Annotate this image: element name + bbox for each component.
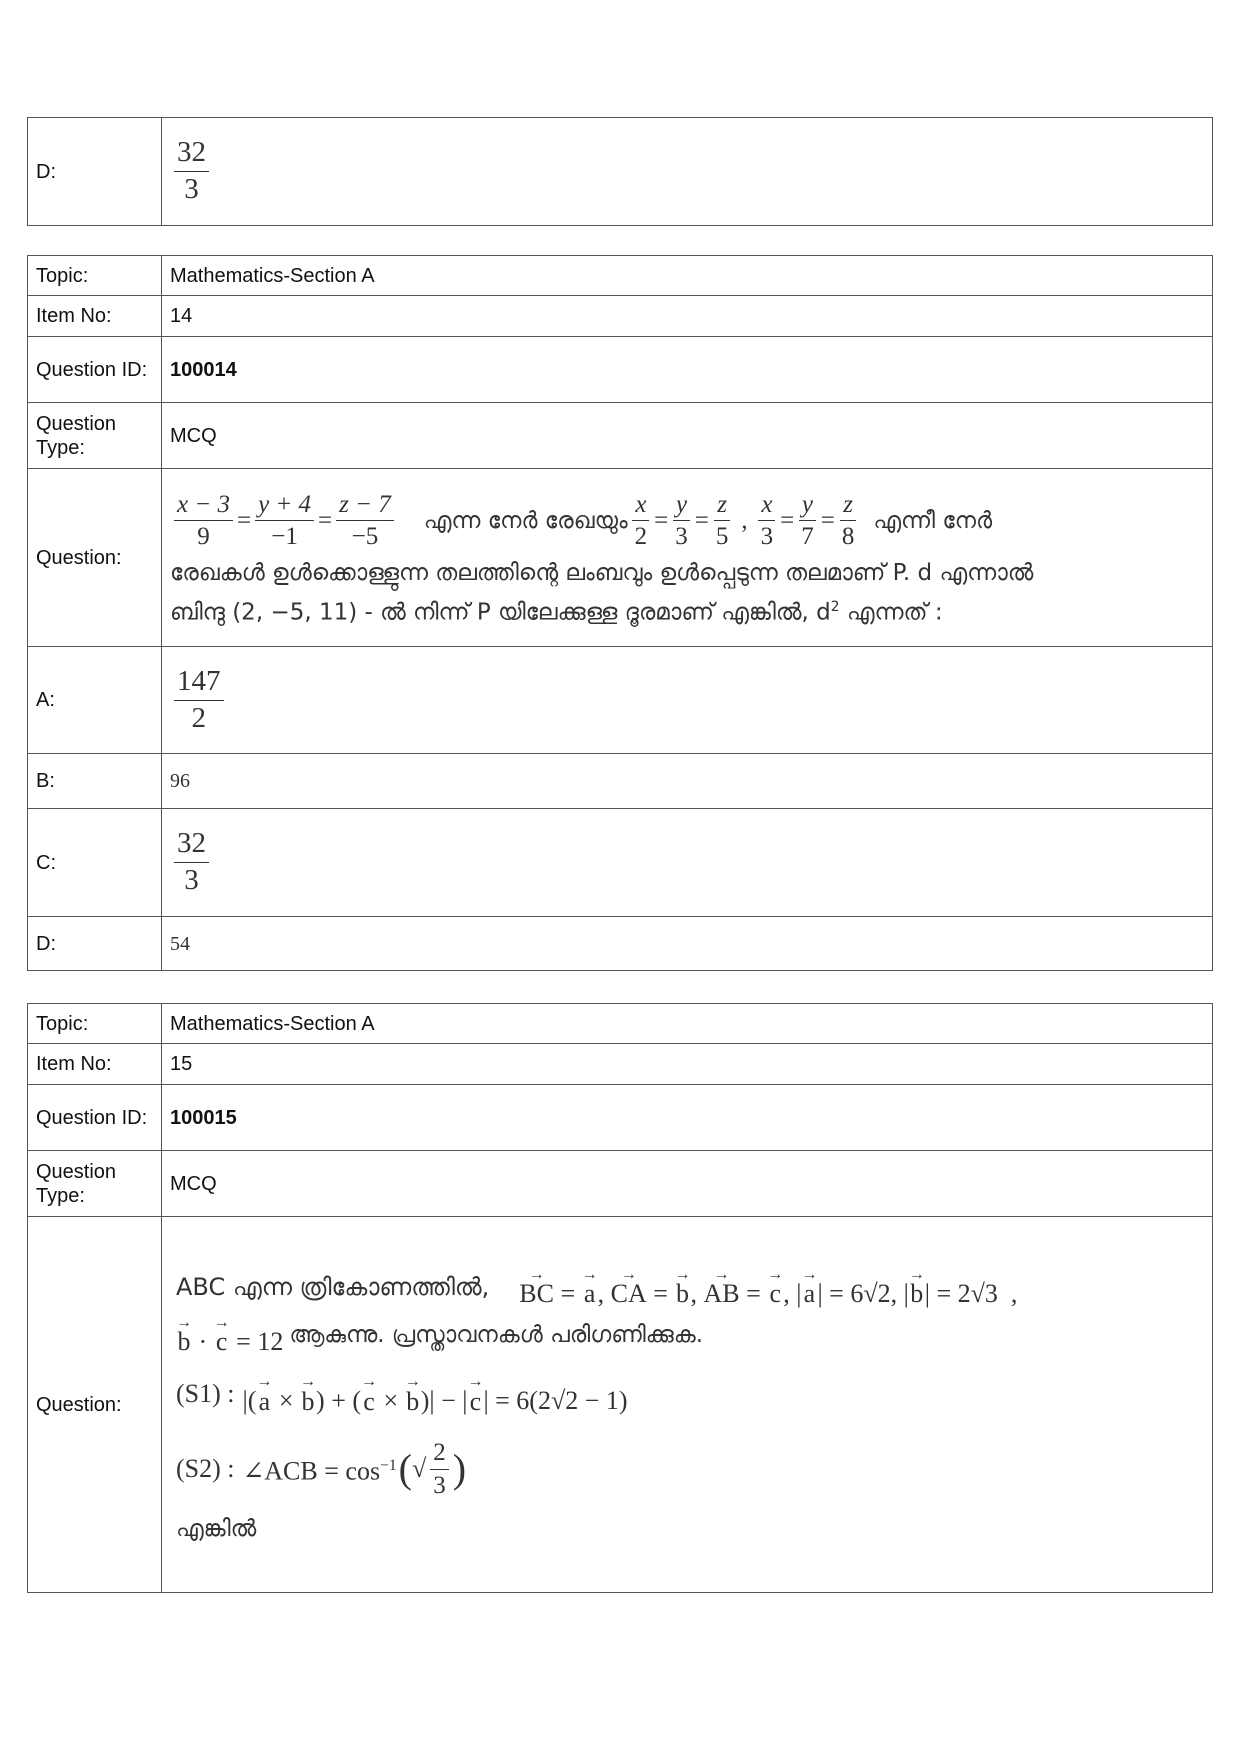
- topic-label: Topic:: [28, 1004, 162, 1044]
- question-type-label: Question Type:: [28, 403, 162, 469]
- fraction: $\frac{2}{3}$: [430, 1439, 449, 1499]
- statement-s2: (S2) : ∠ACB = $\cos^{-1}$ ( √ $\frac{2}{3}$ ): [176, 1439, 467, 1499]
- question-line-3: ബിന്ദു (2, −5, 11) - ൽ നിന്ന് P യിലേക്കുള്ള ദൂരമാണ് എങ്കിൽ, $d^2$ എന്നത് :: [170, 598, 943, 626]
- equation-fraction: $\frac{x}{2}$: [632, 491, 651, 551]
- statement-s1: (S1) : |( → a × → b ) + ( → c × → b )| − | → c | = 6(2√2 − 1): [176, 1373, 628, 1416]
- item-no-label: Item No:: [28, 1044, 162, 1085]
- question-id-label: Question ID:: [28, 337, 162, 403]
- option-d-value: [162, 118, 1213, 226]
- option-c-label: C:: [28, 809, 162, 917]
- question-id-value: 100014: [162, 337, 1213, 403]
- option-a-value: [162, 647, 1213, 754]
- question-text: എന്നീ നേർ: [873, 507, 993, 534]
- question-type-value: MCQ: [162, 403, 1213, 469]
- option-d-label: D:: [28, 917, 162, 971]
- equation-fraction: $\frac{z}{8}$: [841, 490, 855, 551]
- item-no-label: Item No:: [28, 296, 162, 337]
- item-no-value: 14: [162, 296, 1213, 337]
- question-id-label: Question ID:: [28, 1085, 162, 1151]
- option-b-value: 96: [162, 754, 1213, 809]
- question-id-value: 100015: [162, 1085, 1213, 1151]
- option-a-label: A:: [28, 647, 162, 754]
- fraction: $\frac{147}{2}$: [174, 666, 224, 735]
- topic-value: Mathematics-Section A: [162, 256, 1213, 296]
- equation-fraction: $\frac{y + 4}{-1}$: [255, 491, 314, 551]
- question-label: Question:: [28, 1217, 162, 1593]
- question-body: [162, 1217, 1213, 1593]
- fraction: $\frac{32}{3}$: [174, 828, 209, 897]
- topic-label: Topic:: [28, 256, 162, 296]
- equation-fraction: $\frac{x - 3}{9}$: [174, 491, 233, 551]
- question-text: ആകുന്നു. പ്രസ്താവനകൾ പരിഗണിക്കുക.: [289, 1321, 704, 1348]
- question-text: എന്ന നേർ രേഖയും: [423, 507, 628, 534]
- prev-question-table: [27, 117, 1213, 226]
- question-label: Question:: [28, 469, 162, 647]
- question-body: [162, 469, 1213, 647]
- equation-fraction: $\frac{z}{5}$: [715, 490, 729, 551]
- question-line-1: $\frac{x - 3}{9}$ = $\frac{y + 4}{-1}$ = $\frac{z - 7}{-5}$ എന്ന നേർ രേഖയും $\frac{x}{2}$ = $\frac{y}{3}$ = $\frac{z}{5}$ , $\frac{x}{3}$ = $\frac{y}{7}$ = $\frac{z}{8}$ എന്നീ നേർ: [170, 491, 1204, 551]
- s2-expression: ∠ACB = $\cos^{-1}$: [242, 1457, 397, 1486]
- question-14-table: [27, 255, 1213, 971]
- question-text: ABC എന്ന ത്രികോണത്തിൽ,: [176, 1272, 490, 1301]
- option-b-label: B:: [28, 754, 162, 809]
- question-line-2: രേഖകൾ ഉൾക്കൊള്ളുന്ന തലത്തിന്റെ ലംബവും ഉൾപ്പെടുന്ന തലമാണ് P. d എന്നാൽ: [170, 559, 1034, 586]
- fraction: $\frac{32}{3}$: [174, 137, 209, 206]
- question-line-2: [176, 1313, 1204, 1356]
- question-type-value: MCQ: [162, 1151, 1213, 1217]
- option-d-label: D:: [28, 118, 162, 226]
- equation-fraction: $\frac{y}{7}$: [798, 491, 817, 551]
- vector-relations: → BC = → a , → CA = → b , → AB = → c , | → a | = 6√2, | → b | = 2√3 ,: [519, 1265, 1018, 1309]
- equation-fraction: $\frac{x}{3}$: [758, 491, 777, 551]
- dot-product: → b · → c = 12: [176, 1313, 284, 1356]
- question-15-table: [27, 1003, 1213, 1593]
- topic-value: Mathematics-Section A: [162, 1004, 1213, 1044]
- question-last-line: എങ്കിൽ: [176, 1516, 257, 1543]
- option-d-value: 54: [162, 917, 1213, 971]
- item-no-value: 15: [162, 1044, 1213, 1085]
- question-line-1: [176, 1265, 1204, 1309]
- equation-fraction: $\frac{z - 7}{-5}$: [336, 491, 394, 551]
- s1-expression: |( → a × → b ) + ( → c × → b )| − | → c | = 6(2√2 − 1): [242, 1373, 628, 1416]
- question-type-label: Question Type:: [28, 1151, 162, 1217]
- equation-fraction: $\frac{y}{3}$: [672, 491, 691, 551]
- option-c-value: [162, 809, 1213, 917]
